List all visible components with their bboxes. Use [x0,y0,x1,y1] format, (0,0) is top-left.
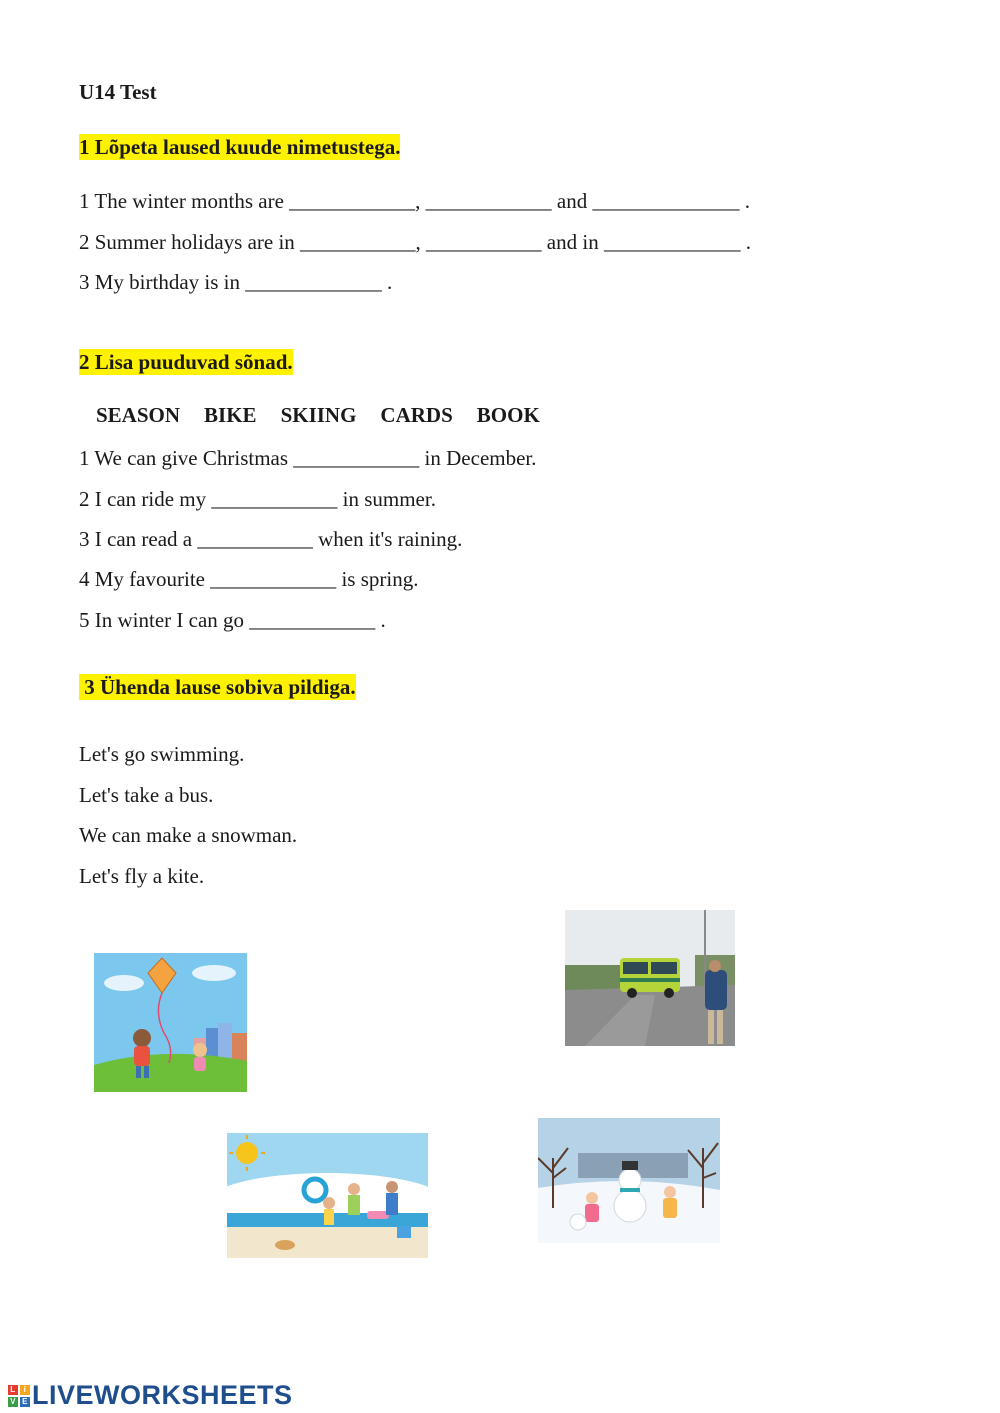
word-bank-item: SKIING [280,403,357,427]
section-2-heading: 2 Lisa puuduvad sõnad. [79,350,293,374]
section-2-line-1: 1 We can give Christmas ____________ in December. [79,446,537,470]
word-bank [96,403,564,428]
logo-mark-icon: L i V E [8,1385,30,1407]
section-1-line-3: 3 My birthday is in _____________ . [79,270,393,294]
section-1-line-2: 2 Summer holidays are in ___________, ___________ and in _____________ . [79,230,751,254]
beach-picture[interactable] [227,1133,428,1258]
bus-picture[interactable] [565,910,735,1046]
sentence-kite[interactable]: Let's fly a kite. [79,864,205,888]
logo-text: LIVEWORKSHEETS [32,1380,293,1410]
section-2-line-4: 4 My favourite ____________ is spring. [79,567,419,591]
sentence-swimming[interactable]: Let's go swimming. [79,742,245,766]
snowman-picture[interactable] [538,1118,720,1243]
word-bank-item: SEASON [96,403,181,427]
sentence-bus[interactable]: Let's take a bus. [79,783,214,807]
page-title: U14 Test [79,80,157,104]
section-2-line-5: 5 In winter I can go ____________ . [79,608,386,632]
section-2-line-2: 2 I can ride my ____________ in summer. [79,487,436,511]
word-bank-item: BOOK [476,403,540,427]
section-1-heading: 1 Lõpeta laused kuude nimetustega. [79,135,401,159]
word-bank-item: CARDS [380,403,453,427]
section-3-heading: 3 Ühenda lause sobiva pildiga. [79,675,356,699]
kite-picture[interactable] [94,953,247,1092]
section-2-line-3: 3 I can read a ___________ when it's raining. [79,527,463,551]
section-1-line-1: 1 The winter months are ____________, ____________ and ______________ . [79,189,750,213]
liveworksheets-logo [8,1380,293,1411]
sentence-snowman[interactable]: We can make a snowman. [79,823,298,847]
word-bank-item: BIKE [204,403,257,427]
